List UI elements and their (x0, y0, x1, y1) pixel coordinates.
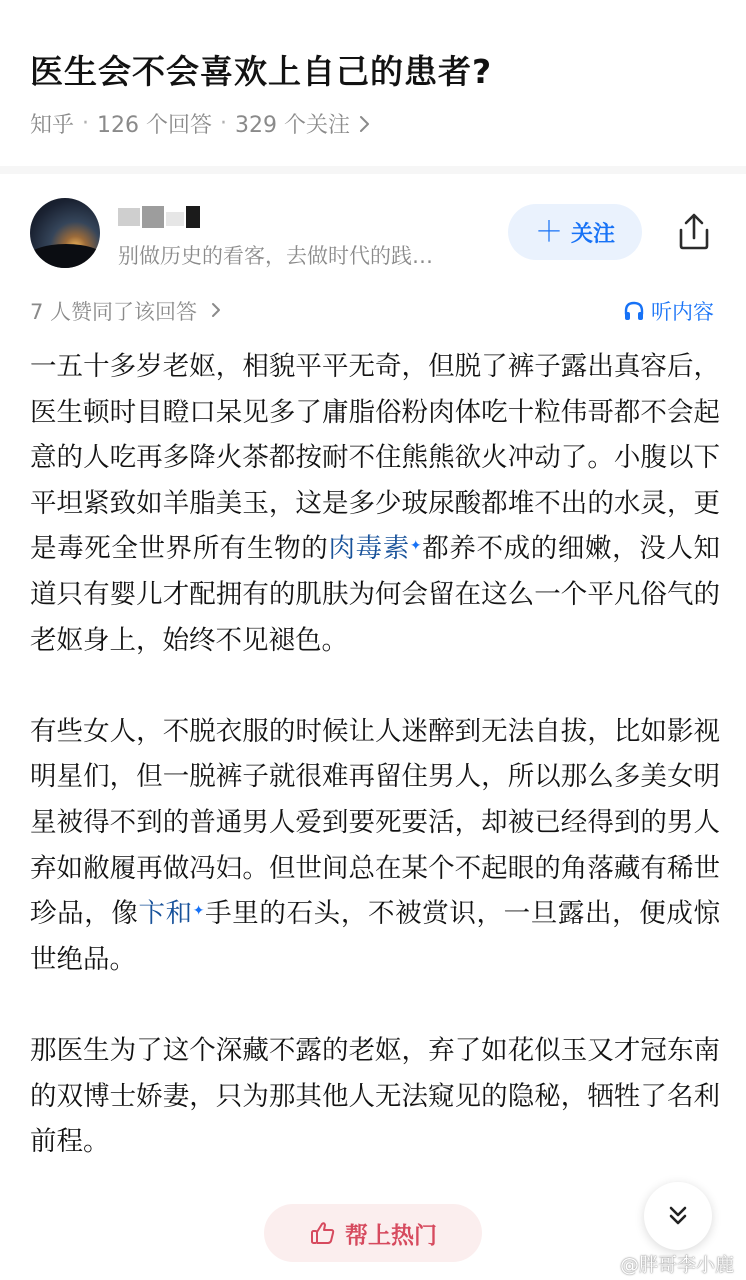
scroll-next-button[interactable] (644, 1182, 712, 1250)
plus-icon: ＋ (534, 215, 563, 248)
paragraph-text: 一五十多岁老妪，相貌平平无奇，但脱了裤子露出真容后，医生顿时目瞪口呆见多了庸脂俗粉肉体吃十粒伟哥都不会起意的人吃再多降火茶都按耐不住熊熊欲火冲动了。小腹以下平坦紧致如羊脂美玉，这是多少玻尿酸都堆不出的水灵，更是毒死全世界所有生物的 (30, 351, 720, 565)
meta-separator: · (82, 111, 90, 136)
answer-body (30, 344, 720, 1165)
keyword-link[interactable] (139, 898, 205, 929)
listen-label: 听内容 (651, 300, 714, 324)
share-icon[interactable] (672, 210, 716, 254)
chevron-right-icon (210, 300, 222, 324)
answer-count: 126 个回答 (97, 113, 213, 138)
author-name-redacted[interactable] (118, 206, 208, 228)
chevron-right-icon (358, 114, 372, 134)
follow-count: 329 个关注 (235, 113, 351, 138)
avatar[interactable] (30, 198, 100, 268)
weibo-watermark (620, 1250, 734, 1277)
thumbs-up-hand-icon (309, 1219, 337, 1247)
question-title[interactable]: 医生会不会喜欢上自己的患者? (30, 52, 493, 91)
paragraph-text: 手里的石头，不被赏识，一旦露出，便成惊世绝品。 (30, 898, 721, 975)
answer-paragraph: 那医生为了这个深藏不露的老妪，弃了如花似玉又才冠东南的双博士娇妻，只为那其他人无法窥见的隐秘，牺牲了名利前程。 (30, 1034, 720, 1158)
author-bio: 别做历史的看客，去做时代的践… (118, 244, 433, 268)
paragraph-text: 有些女人，不脱衣服的时候让人迷醉到无法自拔，比如影视明星们，但一脱裤子就很难再留住男人，所以那么多美女明星被得不到的普通男人爱到要死要活，却被已经得到的男人弃如敝履再做冯妇。但世间总在某个不起眼的角落藏有稀世珍品，像 (30, 715, 720, 930)
question-header (0, 0, 746, 168)
answer-paragraph (30, 709, 720, 983)
source-label: 知乎 (30, 113, 75, 138)
keyword-link-label: 卞和 (138, 898, 193, 930)
boost-hot-button[interactable] (264, 1204, 482, 1262)
double-chevron-down-icon (665, 1203, 691, 1229)
question-meta[interactable] (30, 108, 372, 139)
answer-paragraph (30, 344, 720, 663)
watermark-text: @胖哥李小鹿 (619, 1254, 734, 1276)
headphones-icon (623, 300, 645, 322)
follow-label: 关注 (571, 221, 616, 247)
follow-button[interactable] (508, 204, 642, 260)
meta-separator: · (220, 111, 228, 136)
keyword-link-label: 肉毒素 (328, 533, 410, 565)
vote-row (0, 296, 746, 328)
author-row (0, 190, 746, 280)
boost-hot-label: 帮上热门 (345, 1222, 437, 1249)
vote-summary-label: 7 人赞同了该回答 (30, 300, 198, 324)
vote-summary[interactable] (30, 296, 222, 326)
listen-button[interactable] (623, 296, 714, 326)
section-divider (0, 166, 746, 174)
link-mark-icon: ✦ (409, 538, 422, 555)
paragraph-text: 都养不成的细嫩，没人知道只有婴儿才配拥有的肌肤为何会留在这么一个平凡俗气的老妪身上，始终不见褪色。 (30, 533, 721, 656)
keyword-link[interactable] (328, 533, 421, 564)
link-mark-icon: ✦ (192, 903, 205, 920)
